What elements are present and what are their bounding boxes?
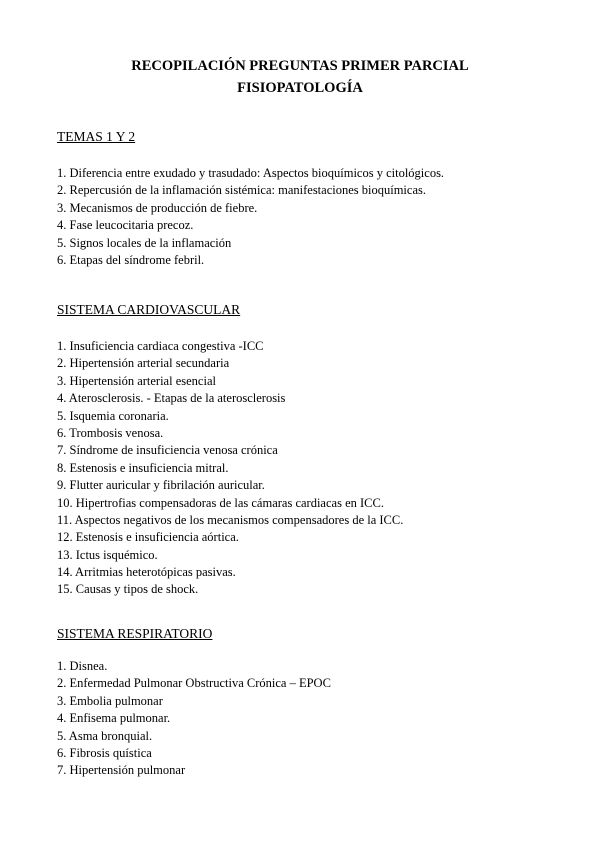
list-item: 12. Estenosis e insuficiencia aórtica. — [57, 530, 239, 545]
list-item: 1. Insuficiencia cardiaca congestiva -ICC — [57, 339, 264, 353]
section-heading: SISTEMA CARDIOVASCULAR — [57, 302, 241, 317]
list-item: 8. Estenosis e insuficiencia mitral. — [57, 460, 229, 475]
list-item: 11. Aspectos negativos de los mecanismos compensadores de la ICC. — [57, 512, 404, 527]
list-item: 4. Enfisema pulmonar. — [57, 711, 171, 726]
list-item: 3. Embolia pulmonar — [57, 693, 163, 708]
section-heading: TEMAS 1 Y 2 — [57, 129, 136, 144]
list-item: 6. Fibrosis quística — [57, 745, 152, 760]
question-list — [57, 165, 557, 269]
list-item: 1. Disnea. — [57, 659, 108, 673]
section-sistema-cardiovascular — [57, 301, 557, 599]
list-item: 9. Flutter auricular y fibrilación auricular. — [57, 478, 265, 493]
list-item: 5. Signos locales de la inflamación — [57, 235, 232, 250]
list-item: 3. Mecanismos de producción de fiebre. — [57, 200, 258, 215]
list-item: 2. Hipertensión arterial secundaria — [57, 356, 230, 371]
list-item: 13. Ictus isquémico. — [57, 547, 158, 562]
list-item: 6. Trombosis venosa. — [57, 425, 164, 440]
question-list — [57, 338, 557, 599]
list-item: 3. Hipertensión arterial esencial — [57, 373, 216, 388]
list-item: 14. Arritmias heterotópicas pasivas. — [57, 565, 236, 580]
list-item: 4. Fase leucocitaria precoz. — [57, 218, 194, 233]
question-list — [57, 658, 557, 780]
list-item: 7. Hipertensión pulmonar — [57, 763, 186, 778]
list-item: 1. Diferencia entre exudado y trasudado: Aspectos bioquímicos y citológicos. — [57, 166, 445, 180]
list-item: 5. Isquemia coronaria. — [57, 408, 169, 423]
list-item: 15. Causas y tipos de shock. — [57, 582, 199, 597]
list-item: 6. Etapas del síndrome febril. — [57, 252, 205, 267]
section-heading: SISTEMA RESPIRATORIO — [57, 626, 213, 641]
list-item: 2. Repercusión de la inflamación sistémica: manifestaciones bioquímicas. — [57, 183, 426, 198]
list-item: 10. Hipertrofias compensadoras de las cámaras cardiacas en ICC. — [57, 495, 384, 510]
section-temas-1-y-2 — [57, 128, 557, 269]
list-item: 4. Aterosclerosis. - Etapas de la aterosclerosis — [57, 391, 286, 406]
section-sistema-respiratorio — [57, 625, 557, 780]
list-item: 5. Asma bronquial. — [57, 728, 153, 743]
document-title: RECOPILACIÓN PREGUNTAS PRIMER PARCIAL — [131, 58, 469, 74]
list-item: 7. Síndrome de insuficiencia venosa crónica — [57, 443, 278, 458]
list-item: 2. Enfermedad Pulmonar Obstructiva Crónica – EPOC — [57, 676, 331, 691]
document-subtitle: FISIOPATOLOGÍA — [237, 80, 363, 96]
